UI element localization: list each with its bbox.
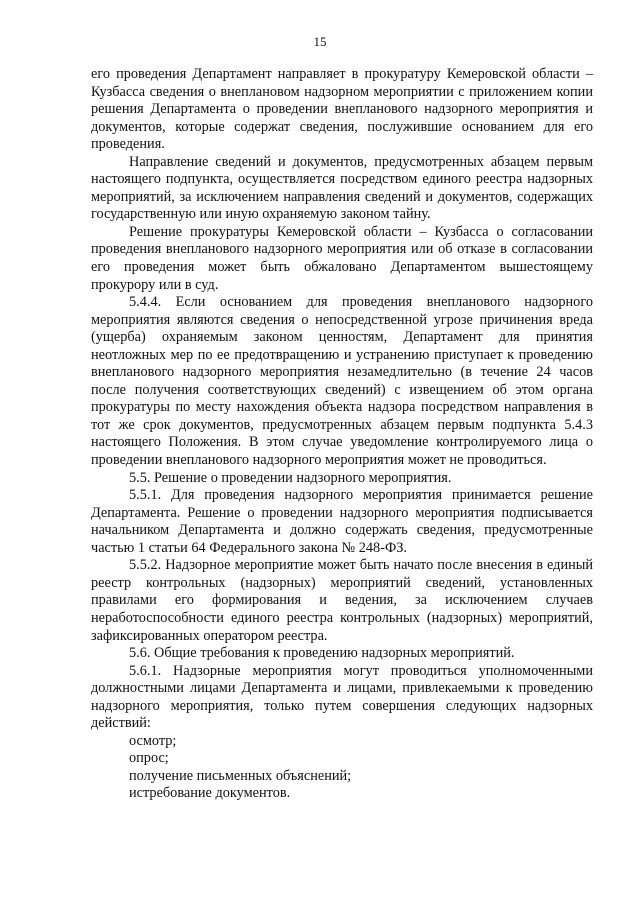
paragraph: 5.5.2. Надзорное мероприятие может быть начато после внесения в единый реестр контрольных (надзорных) мероприятий сведений, установленных правилами его формирования и ведения, за исключением случаев неработоспособности единого реестра контрольных (надзорных) мероприятий, зафиксированных оператором реестра. [91,557,593,644]
paragraph: его проведения Департамент направляет в прокуратуру Кемеровской области – Кузбасса сведения о внеплановом надзорном мероприятии с приложением копии решения Департамента о проведении внепланового надзорного мероприятия и документов, которые содержат сведения, послужившие основанием для его проведения. [91,66,593,153]
paragraph: 5.6.1. Надзорные мероприятия могут проводиться уполномоченными должностными лицами Департамента и лицами, привлекаемыми к проведению надзорного мероприятия, только путем совершения следующих надзорных действий: [91,662,593,732]
paragraph: Направление сведений и документов, предусмотренных абзацем первым настоящего подпункта, осуществляется посредством единого реестра надзорных мероприятий, за исключением направления сведений и документов, содержащих государственную или иную охраняемую законом тайну. [91,153,593,223]
paragraph: Решение прокуратуры Кемеровской области – Кузбасса о согласовании проведения внепланового надзорного мероприятия или об отказе в согласовании его проведения может быть обжаловано Департаментом вышестоящему прокурору или в суд. [91,223,593,293]
page-number: 15 [313,34,327,49]
paragraph: 5.5.1. Для проведения надзорного мероприятия принимается решение Департамента. Решение о проведении надзорного мероприятия подписывается начальником Департамента и должно содержать сведения, предусмотренные частью 1 статьи 64 Федерального закона № 248-ФЗ. [91,487,593,556]
paragraph: 5.4.4. Если основанием для проведения внепланового надзорного мероприятия являются сведения о непосредственной угрозе причинения вреда (ущерба) охраняемым законом ценностям, Департамент для принятия неотложных мер по ее предотвращению и устранению приступает к проведению внепланового надзорного мероприятия незамедлительно (в течение 24 часов после получения соответствующих сведений) с извещением об этом органа прокуратуры по месту нахождения объекта надзора посредством направления в тот же срок документов, предусмотренных абзацем первым подпункта 5.4.3 настоящего Положения. В этом случае уведомление контролируемого лица о проведении внепланового надзорного мероприятия может не проводиться. [91,294,593,469]
document-body [91,66,593,803]
section-heading: 5.5. Решение о проведении надзорного мероприятия. [129,469,452,486]
list-item: получение письменных объяснений; [129,767,352,784]
list-item: истребование документов. [129,785,291,802]
list-item: опрос; [129,750,169,767]
list-item: осмотр; [129,732,177,749]
section-heading: 5.6. Общие требования к проведению надзорных мероприятий. [129,645,515,662]
